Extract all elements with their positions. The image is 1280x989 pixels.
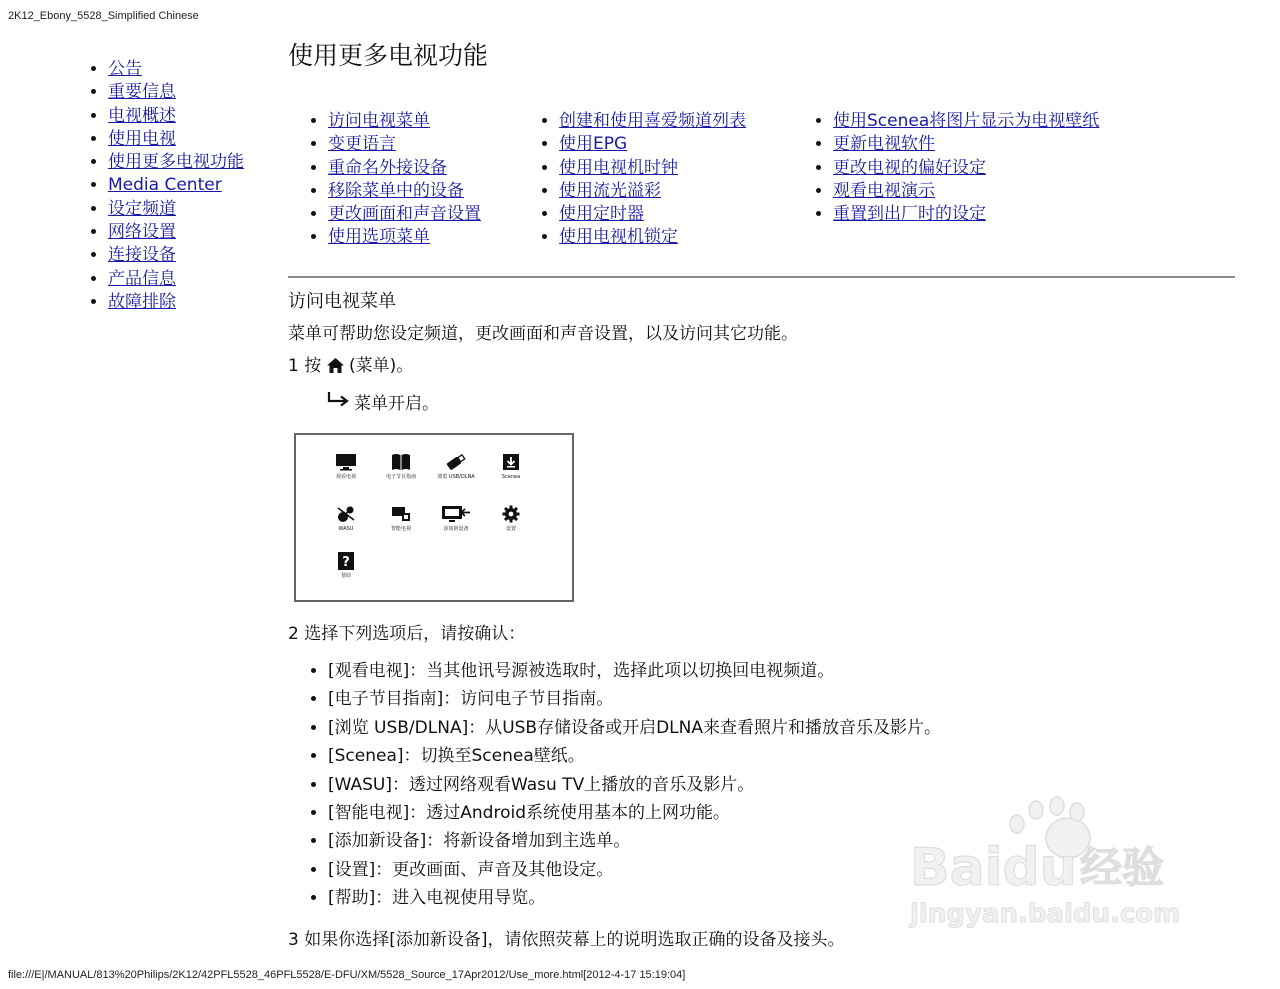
- step-3: 3 如果你选择[添加新设备]，请依照荧幕上的说明选取正确的设备及接头。: [288, 930, 845, 950]
- toc-item: [559, 157, 746, 180]
- menu-item-label: 浏览 USB/DLNA: [437, 474, 475, 480]
- toc-link[interactable]: 重置到出厂时的设定: [833, 204, 986, 225]
- toc-item: [328, 226, 481, 249]
- toc-item: [328, 203, 481, 226]
- menu-item-help: [318, 552, 374, 579]
- sidebar-link-use-tv[interactable]: 使用电视: [108, 128, 176, 149]
- toc-link[interactable]: 使用定时器: [559, 204, 644, 225]
- sidebar-link-important[interactable]: 重要信息: [108, 82, 176, 103]
- toc-item: [833, 180, 1099, 203]
- option-item: • [智能电视]：透过Android系统使用基本的上网功能。: [328, 799, 941, 827]
- tv-menu-screenshot: [294, 433, 574, 602]
- option-item: • [帮助]：进入电视使用导览。: [328, 884, 941, 912]
- svg-text:?: ?: [342, 555, 350, 570]
- sidebar-link-more-features[interactable]: 使用更多电视功能: [108, 152, 244, 173]
- toc-link[interactable]: 更改画面和声音设置: [328, 204, 481, 225]
- toc-column-2: [539, 110, 746, 250]
- sidebar-link-channels[interactable]: 设定频道: [108, 198, 176, 219]
- smart-tv-icon: [390, 505, 412, 523]
- toc-item: [328, 157, 481, 180]
- menu-item-label: Scenea: [501, 474, 521, 480]
- toc-item: [559, 133, 746, 156]
- help-icon: [335, 552, 357, 570]
- section-intro: 菜单可帮助您设定频道，更改画面和声音设置，以及访问其它功能。: [288, 324, 798, 344]
- sidebar-item: [108, 58, 244, 81]
- menu-item-add-device: [428, 505, 484, 532]
- menu-item-settings: [483, 505, 539, 532]
- menu-item-epg: [373, 453, 429, 480]
- sidebar-nav: [88, 58, 244, 314]
- tv-icon: [335, 453, 357, 471]
- toc-link[interactable]: 移除菜单中的设备: [328, 180, 464, 201]
- menu-item-label: 智能电视: [390, 526, 411, 532]
- document-header: 2K12_Ebony_5528_Simplified Chinese: [8, 10, 199, 22]
- option-item: • [浏览 USB/DLNA]：从USB存储设备或开启DLNA来查看照片和播放音乐及影片。: [328, 714, 941, 742]
- svg-text:jingyan.baidu.com: jingyan.baidu.com: [910, 899, 1181, 929]
- sidebar-item: [108, 81, 244, 104]
- baidu-watermark-logo: [905, 790, 1205, 940]
- scenea-icon: [500, 453, 522, 471]
- toc-link[interactable]: 使用流光溢彩: [559, 180, 661, 201]
- sidebar-item: [108, 105, 244, 128]
- menu-item-label: 设置: [505, 526, 516, 532]
- menu-item-label: 添加新设备: [443, 526, 469, 532]
- option-item: • [Scenea]：切换至Scenea壁纸。: [328, 742, 941, 770]
- toc-column-1: [308, 110, 481, 250]
- section-divider: [288, 276, 1235, 278]
- home-icon: [327, 358, 344, 378]
- toc-link[interactable]: 访问电视菜单: [328, 111, 430, 131]
- step-1-suffix: (菜单)。: [349, 356, 414, 376]
- toc-column-3: [813, 110, 1099, 226]
- toc-item: [833, 133, 1099, 156]
- sidebar-link-connect[interactable]: 连接设备: [108, 245, 176, 266]
- menu-item-wasu: [318, 505, 374, 532]
- gear-icon: [500, 505, 522, 523]
- menu-item-label: 帮助: [340, 573, 351, 579]
- toc-item: [559, 203, 746, 226]
- toc-link[interactable]: 使用Scenea将图片显示为电视壁纸: [833, 111, 1100, 131]
- step-1-prefix: 1 按: [288, 356, 322, 376]
- toc-link[interactable]: 使用电视机锁定: [559, 227, 678, 248]
- menu-item-watch-tv: [318, 453, 374, 480]
- menu-item-label: 观看电视: [335, 474, 356, 480]
- toc-item: [833, 110, 1099, 133]
- toc-link[interactable]: 使用选项菜单: [328, 227, 430, 248]
- toc-item: [833, 203, 1099, 226]
- toc-link[interactable]: 重命名外接设备: [328, 157, 447, 178]
- menu-item-label: WASU: [338, 526, 354, 532]
- result-arrow-icon: [326, 391, 350, 412]
- option-item: • [添加新设备]：将新设备增加到主选单。: [328, 827, 941, 855]
- menu-item-label: 电子节目指南: [385, 474, 416, 480]
- page-title: 使用更多电视功能: [288, 41, 489, 70]
- step-2: 2 选择下列选项后，请按确认：: [288, 624, 526, 644]
- document-footer: file:///E|/MANUAL/813%20Philips/2K12/42PFL5528_46PFL5528/E-DFU/XM/5528_Source_17Apr2012/Use_more.html[2012-4-17 15:19:04]: [8, 969, 686, 981]
- toc-item: [328, 180, 481, 203]
- toc-item: [559, 180, 746, 203]
- menu-item-usb-dlna: [428, 453, 484, 480]
- option-item: • [电子节目指南]：访问电子节目指南。: [328, 685, 941, 713]
- wasu-icon: [335, 505, 357, 523]
- toc-item: [833, 157, 1099, 180]
- menu-item-scenea: [483, 453, 539, 480]
- toc-link[interactable]: 观看电视演示: [833, 180, 935, 201]
- add-device-icon: [441, 505, 471, 523]
- option-item: • [设置]：更改画面、声音及其他设定。: [328, 856, 941, 884]
- sidebar-link-network[interactable]: 网络设置: [108, 222, 176, 243]
- toc-item: [559, 226, 746, 249]
- toc-item: [328, 133, 481, 156]
- sidebar-item: [108, 128, 244, 151]
- sidebar-item: [108, 198, 244, 221]
- sidebar-link-announcement[interactable]: 公告: [108, 59, 142, 79]
- book-icon: [390, 453, 412, 471]
- options-list: [308, 657, 941, 913]
- toc-link[interactable]: 使用EPG: [559, 134, 628, 155]
- sidebar-item: [108, 221, 244, 244]
- result-text: 菜单开启。: [354, 394, 439, 414]
- sidebar-link-product-info[interactable]: 产品信息: [108, 268, 176, 289]
- svg-text:Baidu: Baidu: [910, 838, 1077, 898]
- sidebar-item: [108, 268, 244, 291]
- toc-link[interactable]: 更改电视的偏好设定: [833, 157, 986, 178]
- sidebar-link-overview[interactable]: 电视概述: [108, 105, 176, 126]
- option-item: • [WASU]：透过网络观看Wasu TV上播放的音乐及影片。: [328, 771, 941, 799]
- sidebar-item: [108, 174, 244, 197]
- step-1-result: [326, 389, 439, 414]
- menu-item-smart-tv: [373, 505, 429, 532]
- sidebar-link-media-center[interactable]: Media Center: [108, 175, 222, 196]
- toc-link[interactable]: 变更语言: [328, 134, 396, 155]
- sidebar-item: [108, 244, 244, 267]
- option-item: • [观看电视]：当其他讯号源被选取时，选择此项以切换回电视频道。: [328, 657, 941, 685]
- toc-link[interactable]: 创建和使用喜爱频道列表: [559, 111, 746, 131]
- usb-icon: [445, 453, 467, 471]
- sidebar-link-troubleshoot[interactable]: 故障排除: [108, 291, 176, 312]
- svg-text:经验: 经验: [1080, 843, 1165, 892]
- toc-link[interactable]: 使用电视机时钟: [559, 157, 678, 178]
- section-title: 访问电视菜单: [288, 291, 396, 312]
- toc-item: [328, 110, 481, 133]
- toc-item: [559, 110, 746, 133]
- toc-link[interactable]: 更新电视软件: [833, 134, 935, 155]
- sidebar-item: [108, 151, 244, 174]
- sidebar-item: [108, 291, 244, 314]
- step-1: [288, 351, 413, 378]
